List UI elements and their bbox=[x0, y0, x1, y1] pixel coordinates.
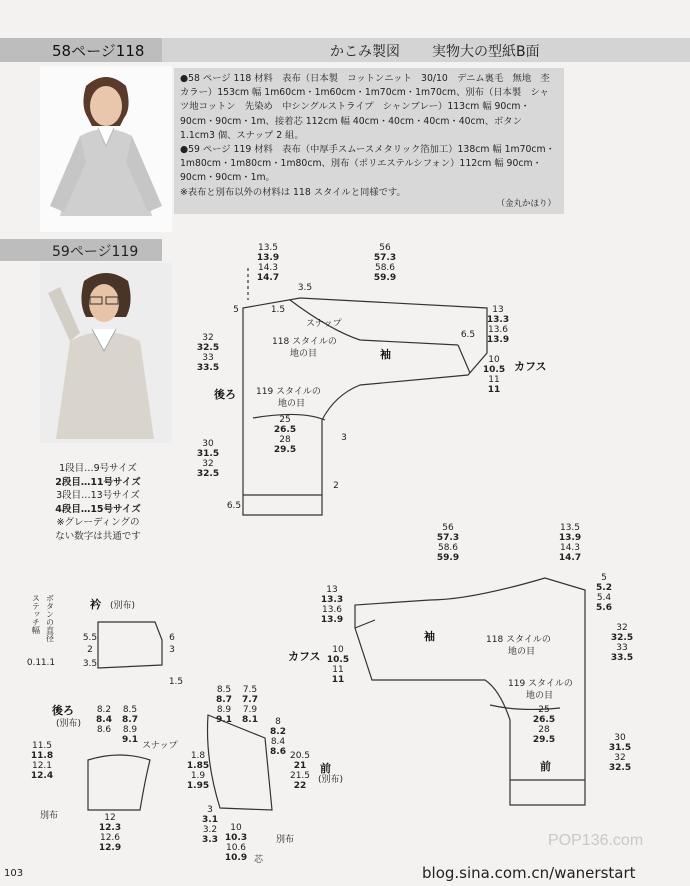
legend-row-2: 2段目…11号サイズ bbox=[55, 476, 141, 488]
dim-small-k-4: 10.9 bbox=[224, 853, 248, 863]
dim-mid-left-1: 13 bbox=[326, 585, 338, 595]
dim-mid-curve-3: 28 bbox=[538, 725, 550, 735]
label-sleeve-upper: 袖 bbox=[380, 348, 391, 361]
page-number: 103 bbox=[4, 868, 24, 879]
dim-right-1: 13 bbox=[492, 305, 504, 315]
collar-num-1: 5.5 bbox=[82, 633, 98, 643]
dim-small-h-1: 1.8 bbox=[190, 751, 206, 761]
dim-left-3: 33 bbox=[202, 353, 214, 363]
dim-small-c-1: 11.5 bbox=[31, 741, 53, 751]
small-back-outline bbox=[88, 755, 150, 810]
dim-mid-top-r-1: 13.5 bbox=[559, 523, 581, 533]
dim-top-left-1: 13.5 bbox=[257, 243, 279, 253]
dim-mid-right-1: 5 bbox=[601, 573, 607, 583]
label-betsununo-2: 別布 bbox=[276, 835, 295, 845]
legend-note-2: ない数字は共通です bbox=[55, 530, 141, 542]
legend-row-3: 3段目…13号サイズ bbox=[56, 490, 140, 501]
dim-small-i-1: 20.5 bbox=[289, 751, 311, 761]
dim-small-i-3: 21.5 bbox=[289, 771, 311, 781]
dim-small-h-3: 1.9 bbox=[190, 771, 206, 781]
button-dia-val: 1.1 bbox=[40, 658, 56, 668]
photo2-label: 59ページ119 bbox=[52, 244, 139, 260]
dim-small-f-1: 7.5 bbox=[242, 685, 258, 695]
collar-outline bbox=[98, 622, 162, 668]
dim-small-e-4: 9.1 bbox=[216, 715, 232, 725]
dim-misc-7: 6.5 bbox=[226, 501, 242, 511]
dim-right-3: 13.6 bbox=[487, 325, 509, 335]
label-grain119-a: 119 スタイルの bbox=[256, 387, 321, 397]
dim-mid-left-3: 13.6 bbox=[321, 605, 343, 615]
dim-left-2: 32.5 bbox=[196, 343, 220, 353]
dim-mid-top-r-2: 13.9 bbox=[558, 533, 582, 543]
dim-mid-top-1: 56 bbox=[442, 523, 454, 533]
label-betsununo-1: 別布 bbox=[40, 811, 59, 821]
collar-num-3: 3.5 bbox=[82, 659, 98, 669]
dim-small-j-1: 3 bbox=[207, 805, 213, 815]
legend-row-4: 4段目…15号サイズ bbox=[55, 503, 141, 515]
label-front-lower: 前 bbox=[540, 760, 551, 773]
dim-top-left-2: 13.9 bbox=[256, 253, 280, 263]
dim-curve-4: 29.5 bbox=[273, 445, 297, 455]
label-collar: 衿 bbox=[90, 598, 101, 611]
dim-small-i-2: 21 bbox=[293, 761, 307, 771]
dim-small-b-3: 8.9 bbox=[122, 725, 138, 735]
label-grain119-b: 地の目 bbox=[278, 399, 306, 409]
dim-small-j-3: 3.2 bbox=[202, 825, 218, 835]
label-front-small-sub: (別布) bbox=[318, 775, 344, 785]
label-grain118-b: 地の目 bbox=[290, 349, 318, 359]
dim-small-j-2: 3.1 bbox=[202, 815, 218, 825]
dim-top-left-4: 14.7 bbox=[256, 273, 280, 283]
dim-top-mid-2: 57.3 bbox=[373, 253, 397, 263]
dim-small-d-4: 12.9 bbox=[98, 843, 122, 853]
legend-note-1: ※グレーディングの bbox=[56, 517, 140, 528]
label-button-dia: ボタンの直径 bbox=[45, 594, 55, 642]
dim-small-a-2: 8.4 bbox=[96, 715, 112, 725]
small-front-outline bbox=[208, 715, 273, 810]
dim-small-c-4: 12.4 bbox=[30, 771, 54, 781]
dim-top-left-3: 14.3 bbox=[257, 263, 279, 273]
dim-small-g-2: 8.2 bbox=[270, 727, 286, 737]
dim-small-h-4: 1.95 bbox=[186, 781, 210, 791]
dim-small-k-1: 10 bbox=[230, 823, 242, 833]
label-cuffs-lower: カフス bbox=[288, 650, 321, 663]
dim-small-i-4: 22 bbox=[293, 781, 307, 791]
dim-left-low-3: 32 bbox=[202, 459, 214, 469]
dim-mid-top-r-3: 14.3 bbox=[559, 543, 581, 553]
dim-mid-left-4: 13.9 bbox=[320, 615, 344, 625]
dim-mid-cuff-3: 11 bbox=[332, 665, 344, 675]
dim-mid-curve-4: 29.5 bbox=[532, 735, 556, 745]
collar-num-2: 2 bbox=[87, 645, 93, 655]
label-shin: 芯 bbox=[254, 855, 264, 865]
dim-small-b-4: 9.1 bbox=[122, 735, 138, 745]
dim-mid-right2-2: 32.5 bbox=[610, 633, 634, 643]
label-grain118-a: 118 スタイルの bbox=[272, 337, 337, 347]
dim-mid-right-2: 5.2 bbox=[596, 583, 612, 593]
dim-small-g-1: 8 bbox=[275, 717, 281, 727]
label-stitch-w: ステッチ幅 bbox=[31, 594, 41, 634]
stitch-w-val: 0.1 bbox=[26, 658, 42, 668]
dim-small-c-3: 12.1 bbox=[31, 761, 53, 771]
dim-misc-1: 5 bbox=[233, 305, 239, 315]
dim-mid-curve-2: 26.5 bbox=[532, 715, 556, 725]
dim-mid-right3-2: 31.5 bbox=[608, 743, 632, 753]
dim-mid-top-3: 58.6 bbox=[437, 543, 459, 553]
dim-cuff-1: 10 bbox=[488, 355, 500, 365]
dim-small-h-2: 1.85 bbox=[186, 761, 210, 771]
dim-right-2: 13.3 bbox=[486, 315, 510, 325]
dim-small-e-3: 8.9 bbox=[216, 705, 232, 715]
label-back-upper: 後ろ bbox=[214, 388, 236, 401]
header-right-title: 実物大の型紙B面 bbox=[432, 44, 540, 60]
dim-misc-5: 3 bbox=[341, 433, 347, 443]
label-sleeve-lower: 袖 bbox=[424, 630, 435, 643]
dim-small-a-1: 8.2 bbox=[96, 705, 112, 715]
dim-top-mid-1: 56 bbox=[379, 243, 391, 253]
label-grain119-lower-b: 地の目 bbox=[526, 691, 554, 701]
dim-misc-2: 1.5 bbox=[270, 305, 286, 315]
dim-mid-right-4: 5.6 bbox=[596, 603, 612, 613]
materials-58: ●58 ページ 118 材料 表布（日本製 コットンニット 30/10 デニム裏毛 無地 杢カラー）153cm 幅 1m60cm・1m60cm・1m70cm・1m70cm、別布（日本製 シャツ地コットン 先染め 中シングルストライプ シャンブレー）113cm 幅 90cm・90cm・90cm・1m、接着芯 112cm 幅 40cm・40cm・40cm・40cm、ボタン 1.1cm3 個、スナップ 2 組。 bbox=[180, 73, 550, 141]
dim-small-j-4: 3.3 bbox=[202, 835, 218, 845]
dim-curve-3: 28 bbox=[279, 435, 291, 445]
dim-right-4: 13.9 bbox=[486, 335, 510, 345]
dim-small-f-3: 7.9 bbox=[242, 705, 258, 715]
dim-mid-right2-1: 32 bbox=[616, 623, 628, 633]
label-grain118-lower-a: 118 スタイルの bbox=[486, 635, 551, 645]
materials-credit: （金丸かほり） bbox=[496, 198, 556, 209]
dim-left-4: 33.5 bbox=[196, 363, 220, 373]
dim-small-e-2: 8.7 bbox=[216, 695, 232, 705]
dim-left-low-1: 30 bbox=[202, 439, 214, 449]
dim-mid-curve-1: 25 bbox=[538, 705, 550, 715]
dim-small-k-2: 10.3 bbox=[224, 833, 248, 843]
dim-mid-left-2: 13.3 bbox=[320, 595, 344, 605]
dim-top-mid-4: 59.9 bbox=[373, 273, 397, 283]
label-back-small-sub: (別布) bbox=[56, 719, 82, 729]
dim-left-1: 32 bbox=[202, 333, 214, 343]
dim-small-a-3: 8.6 bbox=[96, 725, 112, 735]
dim-mid-right-3: 5.4 bbox=[596, 593, 612, 603]
label-collar-sub: (別布) bbox=[110, 601, 136, 611]
dim-top-mid-3: 58.6 bbox=[374, 263, 396, 273]
dim-mid-right2-3: 33 bbox=[616, 643, 628, 653]
dim-misc-4: 6.5 bbox=[460, 330, 476, 340]
header-left-title: 58ページ118 bbox=[52, 42, 145, 60]
label-front-small: 前 bbox=[320, 762, 331, 775]
label-snap-upper: スナップ bbox=[306, 319, 342, 329]
label-grain119-lower-a: 119 スタイルの bbox=[508, 679, 573, 689]
dim-cuff-3: 11 bbox=[488, 375, 500, 385]
dim-small-f-4: 8.1 bbox=[242, 715, 258, 725]
dim-mid-cuff-4: 11 bbox=[331, 675, 345, 685]
collar-num-6: 1.5 bbox=[168, 677, 184, 687]
dim-small-g-3: 8.4 bbox=[270, 737, 286, 747]
dim-mid-top-2: 57.3 bbox=[436, 533, 460, 543]
dim-small-b-1: 8.5 bbox=[122, 705, 138, 715]
legend-row-1: 1段目…9号サイズ bbox=[59, 463, 137, 474]
dim-small-f-2: 7.7 bbox=[242, 695, 258, 705]
dim-misc-6: 2 bbox=[333, 481, 339, 491]
label-snap-small: スナップ bbox=[142, 741, 178, 751]
dim-mid-right3-4: 32.5 bbox=[608, 763, 632, 773]
label-grain118-lower-b: 地の目 bbox=[508, 647, 536, 657]
dim-small-d-3: 12.6 bbox=[99, 833, 121, 843]
dim-left-low-2: 31.5 bbox=[196, 449, 220, 459]
dim-small-b-2: 8.7 bbox=[122, 715, 138, 725]
collar-num-4: 6 bbox=[169, 633, 175, 643]
dim-small-e-1: 8.5 bbox=[216, 685, 232, 695]
dim-curve-2: 26.5 bbox=[273, 425, 297, 435]
dim-mid-top-r-4: 14.7 bbox=[558, 553, 582, 563]
dim-mid-top-4: 59.9 bbox=[436, 553, 460, 563]
dim-cuff-4: 11 bbox=[487, 385, 501, 395]
dim-misc-3: 3.5 bbox=[297, 283, 313, 293]
dim-small-k-3: 10.6 bbox=[225, 843, 247, 853]
dim-mid-right2-4: 33.5 bbox=[610, 653, 634, 663]
dim-small-g-4: 8.6 bbox=[270, 747, 286, 757]
label-back-small: 後ろ bbox=[52, 704, 74, 717]
dim-small-d-1: 12 bbox=[104, 813, 116, 823]
dim-left-low-4: 32.5 bbox=[196, 469, 220, 479]
dim-mid-right3-3: 32 bbox=[614, 753, 626, 763]
collar-num-5: 3 bbox=[169, 645, 175, 655]
dim-small-d-2: 12.3 bbox=[98, 823, 122, 833]
dim-cuff-2: 10.5 bbox=[482, 365, 506, 375]
dim-mid-right3-1: 30 bbox=[614, 733, 626, 743]
dim-curve-1: 25 bbox=[279, 415, 291, 425]
blog-url: blog.sina.com.cn/wanerstart bbox=[422, 864, 636, 882]
header-center-title: かこみ製図 bbox=[330, 44, 400, 60]
materials-59: ●59 ページ 119 材料 表布（中厚手スムースメタリック箔加工）138cm 幅 1m70cm・1m80cm・1m80cm・1m80cm、別布（ポリエステルシフォン）112cm 幅 90cm・90cm・90cm・1m。 bbox=[180, 144, 555, 184]
materials-note: ※表布と別布以外の材料は 118 スタイルと同様です。 bbox=[180, 186, 406, 198]
dim-small-c-2: 11.8 bbox=[30, 751, 54, 761]
watermark-logo: POP136.com bbox=[548, 832, 644, 849]
dim-mid-cuff-2: 10.5 bbox=[326, 655, 350, 665]
label-cuffs-upper: カフス bbox=[514, 360, 547, 373]
dim-mid-cuff-1: 10 bbox=[332, 645, 344, 655]
